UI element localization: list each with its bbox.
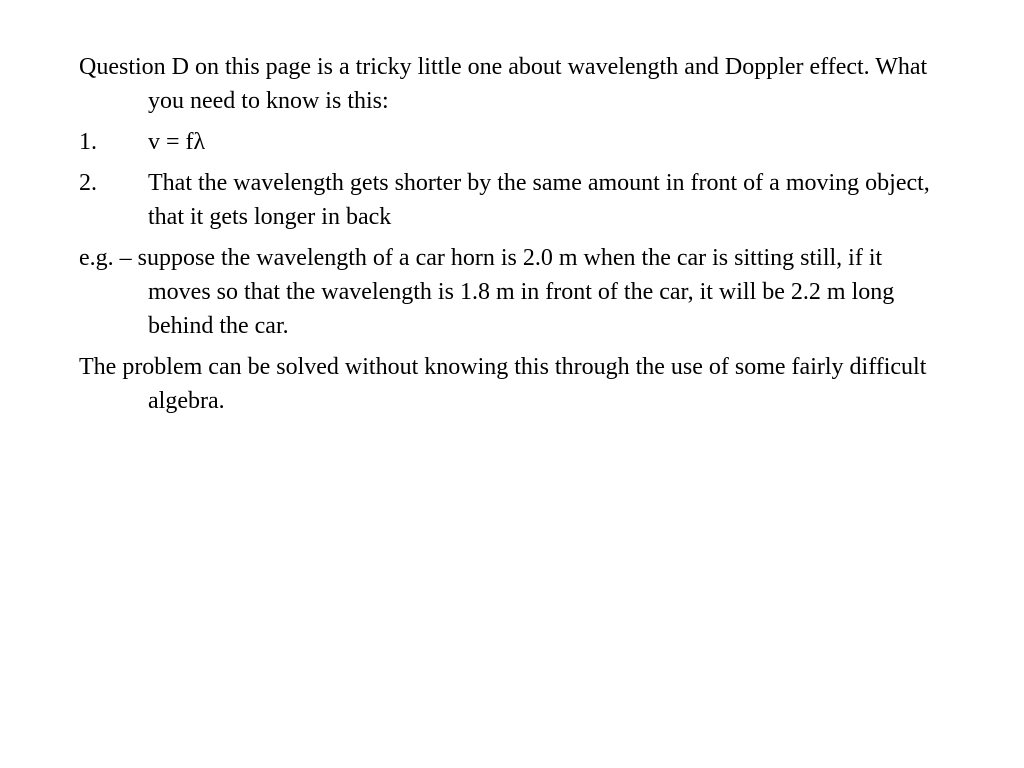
list-item	[79, 166, 949, 234]
intro-paragraph: Question D on this page is a tricky little one about wavelength and Doppler effect. What you need to know is this:	[79, 54, 928, 114]
conclusion-paragraph: The problem can be solved without knowing this through the use of some fairly difficult algebra.	[79, 354, 927, 414]
slide-body	[79, 50, 949, 425]
example-paragraph: e.g. – suppose the wavelength of a car horn is 2.0 m when the car is sitting still, if it moves so that the wavelength is 1.8 m in front of the car, it will be 2.2 m long behind the car.	[79, 245, 895, 339]
list-item-text: That the wavelength gets shorter by the same amount in front of a moving object, that it gets longer in back	[148, 170, 930, 230]
list-item-number: 2.	[79, 170, 97, 196]
list-item-number: 1.	[79, 129, 97, 155]
list-item-text: v = fλ	[148, 129, 206, 155]
list-item	[79, 125, 949, 159]
